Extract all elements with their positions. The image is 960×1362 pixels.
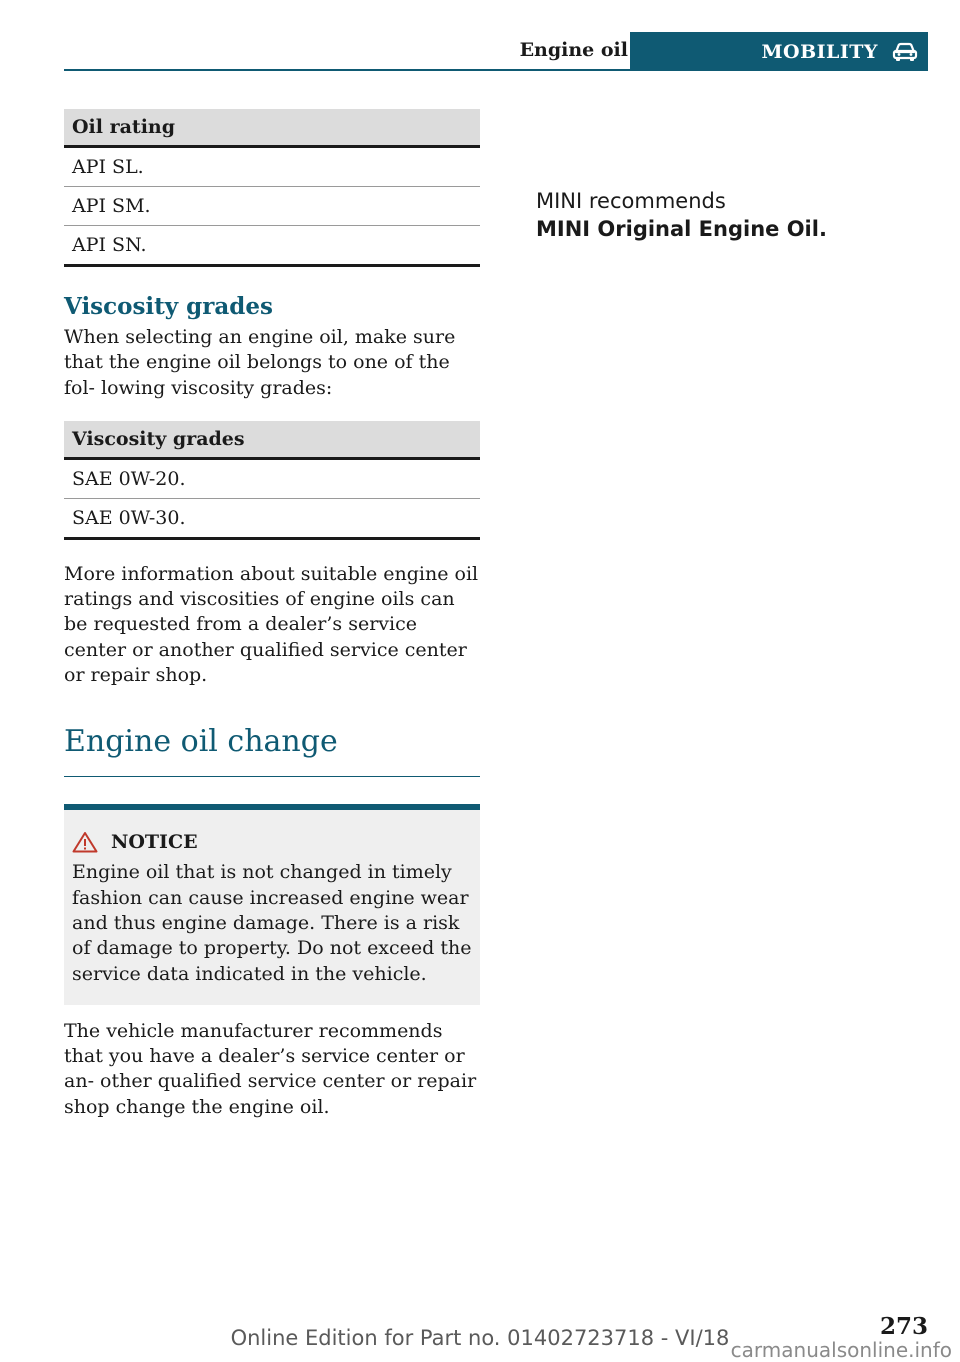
main-column xyxy=(64,109,480,1120)
section-title: Engine oil xyxy=(519,39,628,61)
table-cell: SAE 0W-30. xyxy=(64,498,480,538)
recommendation-label xyxy=(536,187,827,243)
table-cell: API SN. xyxy=(64,226,480,266)
engine-oil-change-heading: Engine oil change xyxy=(64,722,480,777)
car-icon xyxy=(892,41,918,63)
table-cell: API SM. xyxy=(64,187,480,226)
watermark: carmanualsonline.info xyxy=(730,1338,952,1362)
chapter-tab xyxy=(630,32,928,71)
header-rule xyxy=(64,69,928,71)
page-number: 273 xyxy=(879,1313,928,1340)
table-row xyxy=(64,226,480,266)
notice-box xyxy=(64,804,480,1004)
viscosity-intro: When selecting an engine oil, make sure that the engine oil belongs to one of the fol- lowing viscosity grades: xyxy=(64,326,456,399)
table-cell: SAE 0W-20. xyxy=(64,458,480,498)
oil-rating-table xyxy=(64,109,480,267)
table-row xyxy=(64,187,480,226)
table-row xyxy=(64,458,480,498)
viscosity-table-header: Viscosity grades xyxy=(64,421,480,459)
notice-header xyxy=(72,828,472,856)
notice-label: NOTICE xyxy=(111,830,198,853)
oil-change-paragraph: The vehicle manufacturer recommends that you have a dealer’s service center or an- other qualified service center or repair shop change the engine oil. xyxy=(64,1019,477,1118)
chapter-tab-label: MOBILITY xyxy=(761,40,878,63)
viscosity-heading: Viscosity grades xyxy=(64,293,273,320)
oil-rating-header: Oil rating xyxy=(64,109,480,147)
table-row xyxy=(64,498,480,538)
page-header xyxy=(64,32,928,71)
table-cell: API SL. xyxy=(64,147,480,187)
table-row xyxy=(64,147,480,187)
viscosity-table xyxy=(64,421,480,540)
recommendation-line-1: MINI recommends xyxy=(536,189,726,213)
edition-footer: Online Edition for Part no. 01402723718 - VI/18 xyxy=(230,1326,730,1350)
more-info-paragraph: More information about suitable engine oil ratings and viscosities of engine oils can be requested from a dealer’s service center or another qualified service center or repair shop. xyxy=(64,562,479,687)
recommendation-line-2: MINI Original Engine Oil. xyxy=(536,217,827,241)
notice-text: Engine oil that is not changed in timely fashion can cause increased engine wear and thus engine damage. There is a risk of damage to property. Do not exceed the service data indicated in the vehicle. xyxy=(72,861,472,985)
warning-icon xyxy=(72,831,98,853)
